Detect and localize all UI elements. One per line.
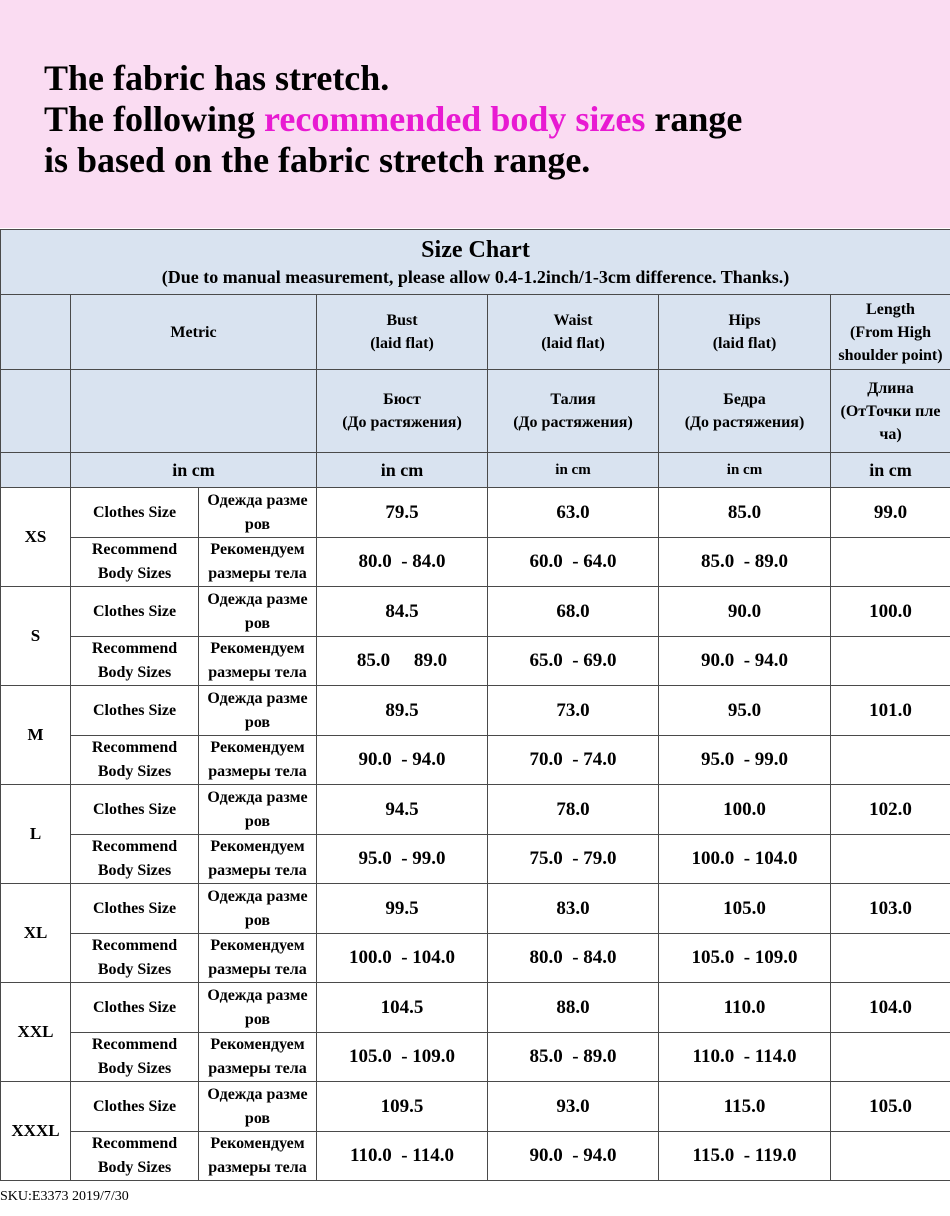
recommend-label-en-2: Body Sizes: [97, 763, 172, 780]
units-empty-cell: [1, 453, 71, 488]
body-length-value: [831, 1132, 950, 1181]
recommend-label-en: [71, 736, 199, 785]
header-ru-length-note-1: (ОтТочки пле: [840, 402, 941, 420]
header-ru-length-note-2: ча): [879, 425, 902, 443]
header-hips-note: (laid flat): [712, 335, 777, 352]
header-waist-label: Waist: [553, 312, 593, 329]
body-waist-range: 70.0 - 74.0: [488, 736, 659, 785]
clothes-size-label-ru-2: ров: [244, 1109, 271, 1127]
recommend-label-ru-1: Рекомендуем: [210, 1036, 305, 1053]
header-waist: [488, 295, 659, 370]
notice-line-2-prefix: The following: [44, 99, 265, 139]
body-waist-range: 90.0 - 94.0: [488, 1132, 659, 1181]
clothes-length-value: 103.0: [831, 884, 950, 934]
body-size-row: [1, 835, 950, 884]
clothes-size-label-ru-1: Одежда разме: [207, 887, 308, 905]
clothes-size-row: [1, 488, 950, 538]
header-ru-bust-note: (До растяжения): [342, 414, 462, 431]
clothes-size-label-ru: [199, 488, 317, 538]
clothes-hips-value: 85.0: [659, 488, 831, 538]
header-ru-empty-cell: [1, 370, 71, 453]
body-length-value: [831, 637, 950, 686]
clothes-size-label-en: Clothes Size: [71, 884, 199, 934]
clothes-bust-value: 89.5: [317, 686, 488, 736]
clothes-bust-value: 94.5: [317, 785, 488, 835]
size-label: XXXL: [1, 1082, 71, 1181]
clothes-size-label-en: Clothes Size: [71, 587, 199, 637]
recommend-label-ru-1: Рекомендуем: [210, 541, 305, 558]
body-size-row: [1, 934, 950, 983]
header-bust-note: (laid flat): [370, 335, 434, 352]
recommend-label-en-1: Recommend: [91, 937, 178, 954]
header-ru-waist-note: (До растяжения): [513, 414, 633, 431]
clothes-size-label-ru-1: Одежда разме: [207, 986, 308, 1004]
body-hips-range: 105.0 - 109.0: [659, 934, 831, 983]
clothes-waist-value: 68.0: [488, 587, 659, 637]
recommend-label-en-2: Body Sizes: [97, 664, 172, 681]
body-size-row: [1, 736, 950, 785]
clothes-waist-value: 63.0: [488, 488, 659, 538]
recommend-label-ru-1: Рекомендуем: [210, 640, 305, 657]
recommend-label-en-1: Recommend: [91, 838, 178, 855]
header-ru-empty-metric: [71, 370, 317, 453]
size-label: XS: [1, 488, 71, 587]
stretch-notice-text: [44, 58, 742, 181]
clothes-size-label-ru-1: Одежда разме: [207, 1085, 308, 1103]
notice-highlight: recommended body sizes: [264, 99, 646, 139]
clothes-length-value: 101.0: [831, 686, 950, 736]
recommend-label-ru-1: Рекомендуем: [210, 838, 305, 855]
clothes-size-label-ru: [199, 884, 317, 934]
header-waist-note: (laid flat): [541, 335, 605, 352]
body-waist-range: 80.0 - 84.0: [488, 934, 659, 983]
recommend-label-ru-1: Рекомендуем: [210, 1135, 305, 1152]
clothes-hips-value: 95.0: [659, 686, 831, 736]
size-label: XL: [1, 884, 71, 983]
recommend-label-en-2: Body Sizes: [97, 1060, 172, 1077]
clothes-hips-value: 100.0: [659, 785, 831, 835]
clothes-size-row: [1, 983, 950, 1033]
clothes-length-value: 99.0: [831, 488, 950, 538]
body-hips-range: 90.0 - 94.0: [659, 637, 831, 686]
clothes-waist-value: 83.0: [488, 884, 659, 934]
unit-hips: in cm: [659, 453, 831, 488]
recommend-label-ru-1: Рекомендуем: [210, 739, 305, 756]
recommend-label-ru: [199, 1132, 317, 1181]
clothes-size-label-ru-1: Одежда разме: [207, 788, 308, 806]
clothes-size-label-ru-2: ров: [244, 515, 271, 533]
body-bust-range: 105.0 - 109.0: [317, 1033, 488, 1082]
clothes-size-label-en: Clothes Size: [71, 785, 199, 835]
header-ru-bust: [317, 370, 488, 453]
clothes-hips-value: 110.0: [659, 983, 831, 1033]
recommend-label-en: [71, 934, 199, 983]
clothes-size-label-ru: [199, 587, 317, 637]
body-length-value: [831, 1033, 950, 1082]
recommend-label-ru: [199, 736, 317, 785]
units-row: [1, 453, 950, 488]
header-length: [831, 295, 950, 370]
body-hips-range: 110.0 - 114.0: [659, 1033, 831, 1082]
recommend-label-ru-2: размеры тела: [208, 1159, 307, 1176]
header-row-en: [1, 295, 950, 370]
clothes-size-label-ru-1: Одежда разме: [207, 590, 308, 608]
body-bust-range: 110.0 - 114.0: [317, 1132, 488, 1181]
clothes-size-label-ru: [199, 785, 317, 835]
clothes-size-label-ru: [199, 1082, 317, 1132]
body-length-value: [831, 538, 950, 587]
size-chart-title: Size Chart: [421, 237, 530, 263]
recommend-label-ru: [199, 934, 317, 983]
recommend-label-en: [71, 538, 199, 587]
header-hips-label: Hips: [728, 312, 761, 329]
body-length-value: [831, 934, 950, 983]
header-hips: [659, 295, 831, 370]
header-ru-hips-label: Бедра: [723, 391, 766, 408]
clothes-size-label-ru-2: ров: [244, 1010, 271, 1028]
clothes-size-label-ru: [199, 983, 317, 1033]
body-bust-range: 80.0 - 84.0: [317, 538, 488, 587]
body-size-row: [1, 1132, 950, 1181]
clothes-length-value: 104.0: [831, 983, 950, 1033]
recommend-label-ru-2: размеры тела: [208, 664, 307, 681]
clothes-waist-value: 93.0: [488, 1082, 659, 1132]
header-row-ru: [1, 370, 950, 453]
sku-label: SKU:E3373 2019/7/30: [0, 1189, 129, 1204]
recommend-label-en-2: Body Sizes: [97, 862, 172, 879]
size-label: XXL: [1, 983, 71, 1082]
clothes-hips-value: 115.0: [659, 1082, 831, 1132]
clothes-bust-value: 79.5: [317, 488, 488, 538]
recommend-label-ru-2: размеры тела: [208, 862, 307, 879]
unit-metric: in cm: [71, 453, 317, 488]
recommend-label-en-2: Body Sizes: [97, 565, 172, 582]
clothes-hips-value: 90.0: [659, 587, 831, 637]
clothes-size-label-en: Clothes Size: [71, 686, 199, 736]
recommend-label-ru: [199, 538, 317, 587]
header-ru-length: [831, 370, 950, 453]
recommend-label-en: [71, 835, 199, 884]
clothes-size-label-en: Clothes Size: [71, 488, 199, 538]
clothes-length-value: 100.0: [831, 587, 950, 637]
recommend-label-en-1: Recommend: [91, 1036, 178, 1053]
header-bust: [317, 295, 488, 370]
body-waist-range: 65.0 - 69.0: [488, 637, 659, 686]
body-bust-range: 100.0 - 104.0: [317, 934, 488, 983]
body-hips-range: 115.0 - 119.0: [659, 1132, 831, 1181]
header-ru-bust-label: Бюст: [383, 391, 421, 408]
stretch-notice-banner: [0, 0, 950, 228]
clothes-waist-value: 78.0: [488, 785, 659, 835]
notice-line-2-suffix: range: [645, 99, 743, 139]
clothes-size-row: [1, 587, 950, 637]
size-chart-table: [0, 229, 950, 1181]
recommend-label-ru-2: размеры тела: [208, 763, 307, 780]
header-ru-hips-note: (До растяжения): [684, 414, 805, 431]
clothes-size-row: [1, 785, 950, 835]
recommend-label-ru-2: размеры тела: [208, 1060, 307, 1077]
header-empty-cell: [1, 295, 71, 370]
clothes-length-value: 102.0: [831, 785, 950, 835]
clothes-size-label-ru-1: Одежда разме: [207, 689, 308, 707]
header-length-note-1: (From High: [849, 323, 932, 341]
body-hips-range: 100.0 - 104.0: [659, 835, 831, 884]
notice-line-3: is based on the fabric stretch range.: [44, 140, 591, 180]
recommend-label-en: [71, 1132, 199, 1181]
body-size-row: [1, 1033, 950, 1082]
body-bust-range: 95.0 - 99.0: [317, 835, 488, 884]
body-hips-range: 95.0 - 99.0: [659, 736, 831, 785]
clothes-size-row: [1, 686, 950, 736]
recommend-label-en-1: Recommend: [91, 739, 178, 756]
header-length-note-2: shoulder point): [838, 346, 943, 364]
header-length-label: Length: [866, 300, 915, 318]
clothes-bust-value: 109.5: [317, 1082, 488, 1132]
recommend-label-en-1: Recommend: [91, 541, 178, 558]
clothes-size-row: [1, 884, 950, 934]
clothes-size-label-ru-2: ров: [244, 614, 271, 632]
size-rows: [1, 488, 950, 1181]
clothes-size-row: [1, 1082, 950, 1132]
header-ru-length-label: Длина: [867, 379, 914, 397]
recommend-label-ru-2: размеры тела: [208, 961, 307, 978]
clothes-hips-value: 105.0: [659, 884, 831, 934]
recommend-label-en-2: Body Sizes: [97, 1159, 172, 1176]
clothes-bust-value: 104.5: [317, 983, 488, 1033]
body-bust-range: 90.0 - 94.0: [317, 736, 488, 785]
body-waist-range: 85.0 - 89.0: [488, 1033, 659, 1082]
unit-bust: in cm: [317, 453, 488, 488]
clothes-size-label-ru-1: Одежда разме: [207, 491, 308, 509]
recommend-label-ru: [199, 835, 317, 884]
clothes-size-label-ru-2: ров: [244, 713, 271, 731]
clothes-size-label-ru-2: ров: [244, 812, 271, 830]
recommend-label-ru-1: Рекомендуем: [210, 937, 305, 954]
clothes-bust-value: 84.5: [317, 587, 488, 637]
body-length-value: [831, 736, 950, 785]
recommend-label-ru-2: размеры тела: [208, 565, 307, 582]
size-label: M: [1, 686, 71, 785]
recommend-label-ru: [199, 1033, 317, 1082]
body-size-row: [1, 538, 950, 587]
title-row: [1, 230, 950, 295]
header-ru-hips: [659, 370, 831, 453]
recommend-label-ru: [199, 637, 317, 686]
notice-line-2: [44, 99, 742, 140]
header-metric: Metric: [71, 295, 317, 370]
clothes-size-label-en: Clothes Size: [71, 983, 199, 1033]
clothes-size-label-en: Clothes Size: [71, 1082, 199, 1132]
title-cell: [1, 230, 950, 295]
recommend-label-en: [71, 637, 199, 686]
header-ru-waist-label: Талия: [550, 391, 596, 408]
body-waist-range: 75.0 - 79.0: [488, 835, 659, 884]
body-size-row: [1, 637, 950, 686]
clothes-bust-value: 99.5: [317, 884, 488, 934]
size-label: S: [1, 587, 71, 686]
body-bust-range: 85.0 89.0: [317, 637, 488, 686]
unit-waist: in cm: [488, 453, 659, 488]
body-hips-range: 85.0 - 89.0: [659, 538, 831, 587]
clothes-size-label-ru: [199, 686, 317, 736]
unit-length: in cm: [831, 453, 950, 488]
recommend-label-en-1: Recommend: [91, 640, 178, 657]
recommend-label-en: [71, 1033, 199, 1082]
body-waist-range: 60.0 - 64.0: [488, 538, 659, 587]
header-bust-label: Bust: [386, 312, 418, 329]
size-label: L: [1, 785, 71, 884]
recommend-label-en-1: Recommend: [91, 1135, 178, 1152]
clothes-length-value: 105.0: [831, 1082, 950, 1132]
notice-line-1: The fabric has stretch.: [44, 58, 390, 98]
clothes-waist-value: 73.0: [488, 686, 659, 736]
clothes-size-label-ru-2: ров: [244, 911, 271, 929]
recommend-label-en-2: Body Sizes: [97, 961, 172, 978]
header-ru-waist: [488, 370, 659, 453]
size-chart-subtitle: (Due to manual measurement, please allow 0.4-1.2inch/1-3cm difference. Thanks.): [161, 267, 790, 287]
clothes-waist-value: 88.0: [488, 983, 659, 1033]
body-length-value: [831, 835, 950, 884]
